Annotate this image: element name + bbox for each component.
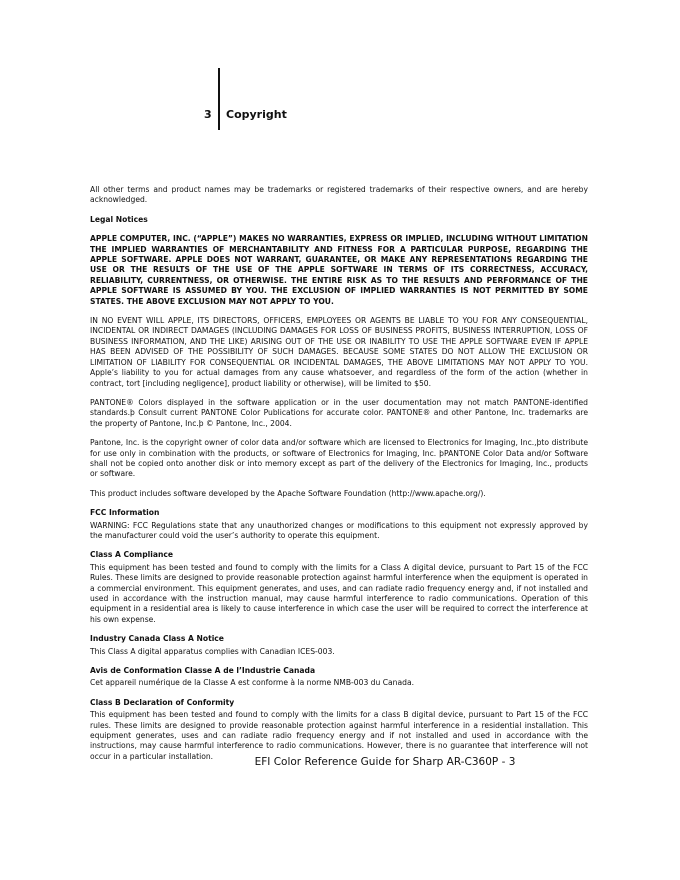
page-title: Copyright	[226, 108, 287, 121]
avis-heading: Avis de Conformation Classe A de l’Industrie Canada	[90, 666, 316, 676]
apple-liability-paragraph: IN NO EVENT WILL APPLE, ITS DIRECTORS, OFFICERS, EMPLOYEES OR AGENTS BE LIABLE TO YOU FOR ANY CONSEQUENTIAL, INCIDENTAL OR INDIRECT DAMAGES (INCLUDING DAMAGES FOR LOSS OF BUSINESS PROFITS, BUSINESS INTERRUPTION, LOSS OF BUSINESS INFORMATION, AND THE LIKE) ARISING OUT OF THE USE OR INABILITY TO USE THE APPLE SOFTWARE EVEN IF APPLE HAS BEEN ADVISED OF THE POSSIBILITY OF SUCH DAMAGES. BECAUSE SOME STATES DO NOT ALLOW THE EXCLUSION OR LIMITATION OF LIABILITY FOR CONSEQUENTIAL OR INCIDENTAL DAMAGES, THE ABOVE LIMITATIONS MAY NOT APPLY TO YOU. Apple’s liability to you for actual damages from any cause whatsoever, and regardless of the form of the action (whether in contract, tort [including negligence], product liability or otherwise), will be limited to $50.	[90, 316, 588, 388]
industry-canada-heading: Industry Canada Class A Notice	[90, 634, 224, 644]
intro-paragraph: All other terms and product names may be trademarks or registered trademarks of their respective owners, and are hereby acknowledged.	[90, 185, 588, 205]
footer-text: EFI Color Reference Guide for Sharp AR-C360P - 3	[254, 756, 516, 768]
legal-notices-heading: Legal Notices	[90, 214, 148, 224]
class-b-paragraph: This equipment has been tested and found to comply with the limits for a class B digital device, pursuant to Part 15 of the FCC rules. These limits are designed to provide reasonable protection against harmful interference in a residential installation. This equipment generates, uses and can radiate radio frequency energy and if not installed and used in accordance with the instructions, may cause harmful interference to radio communications. However, there is no guarantee that interference will not occur in a particular installation.	[90, 710, 588, 761]
avis-paragraph: Cet appareil numérique de la Classe A est conforme à la norme NMB-003 du Canada.	[90, 678, 415, 688]
fcc-heading: FCC Information	[90, 508, 160, 518]
class-a-heading: Class A Compliance	[90, 550, 174, 560]
class-a-paragraph: This equipment has been tested and found to comply with the limits for a Class A digital device, pursuant to Part 15 of the FCC Rules. These limits are designed to provide reasonable protection against harmful interference when the equipment is operated in a commercial environment. This equipment generates, and uses, and can radiate radio frequency energy and, if not installed and used in accordance with the instruction manual, may cause harmful interference to radio communications. Operation of this equipment in a residential area is likely to cause interference in which case the user will be required to correct the interference at his own expense.	[90, 562, 588, 624]
page-footer	[0, 756, 680, 768]
industry-canada-paragraph: This Class A digital apparatus complies with Canadian ICES-003.	[90, 646, 335, 656]
pantone-license-paragraph: Pantone, Inc. is the copyright owner of color data and/or software which are licensed to Electronics for Imaging, Inc.,þto distribute for use only in combination with the products, or software of Electronics for Imaging, Inc. þPANTONE Color Data and/or Software shall not be copied onto another disk or into memory except as part of the delivery of the Electronics for Imaging, Inc., products or software.	[90, 438, 588, 479]
fcc-paragraph: WARNING: FCC Regulations state that any unauthorized changes or modifications to this equipment not expressly approved by the manufacturer could void the user’s authority to operate this equipment.	[90, 520, 588, 540]
apache-paragraph: This product includes software developed by the Apache Software Foundation (http://www.apache.org/).	[90, 488, 486, 498]
pantone-colors-paragraph: PANTONE® Colors displayed in the software application or in the user documentation may not match PANTONE-identified standards.þ Consult current PANTONE Color Publications for accurate color. PANTONE® and other Pantone, Inc. trademarks are the property of Pantone, Inc.þ © Pantone, Inc., 2004.	[90, 397, 588, 428]
apple-disclaimer-paragraph: APPLE COMPUTER, INC. (“APPLE”) MAKES NO WARRANTIES, EXPRESS OR IMPLIED, INCLUDING WITHOUT LIMITATION THE IMPLIED WARRANTIES OF MERCHANTABILITY AND FITNESS FOR A PARTICULAR PURPOSE, REGARDING THE APPLE SOFTWARE. APPLE DOES NOT WARRANT, GUARANTEE, OR MAKE ANY REPRESENTATIONS REGARDING THE USE OR THE RESULTS OF THE USE OF THE APPLE SOFTWARE IN TERMS OF ITS CORRECTNESS, ACCURACY, RELIABILITY, CURRENTNESS, OR OTHERWISE. THE ENTIRE RISK AS TO THE RESULTS AND PERFORMANCE OF THE APPLE SOFTWARE IS ASSUMED BY YOU. THE EXCLUSION OF IMPLIED WARRANTIES IS NOT PERMITTED BY SOME STATES. THE ABOVE EXCLUSION MAY NOT APPLY TO YOU.	[90, 234, 588, 306]
class-b-heading: Class B Declaration of Conformity	[90, 697, 235, 707]
header-rule	[218, 68, 220, 130]
document-body	[90, 185, 588, 771]
page-number: 3	[204, 108, 212, 121]
